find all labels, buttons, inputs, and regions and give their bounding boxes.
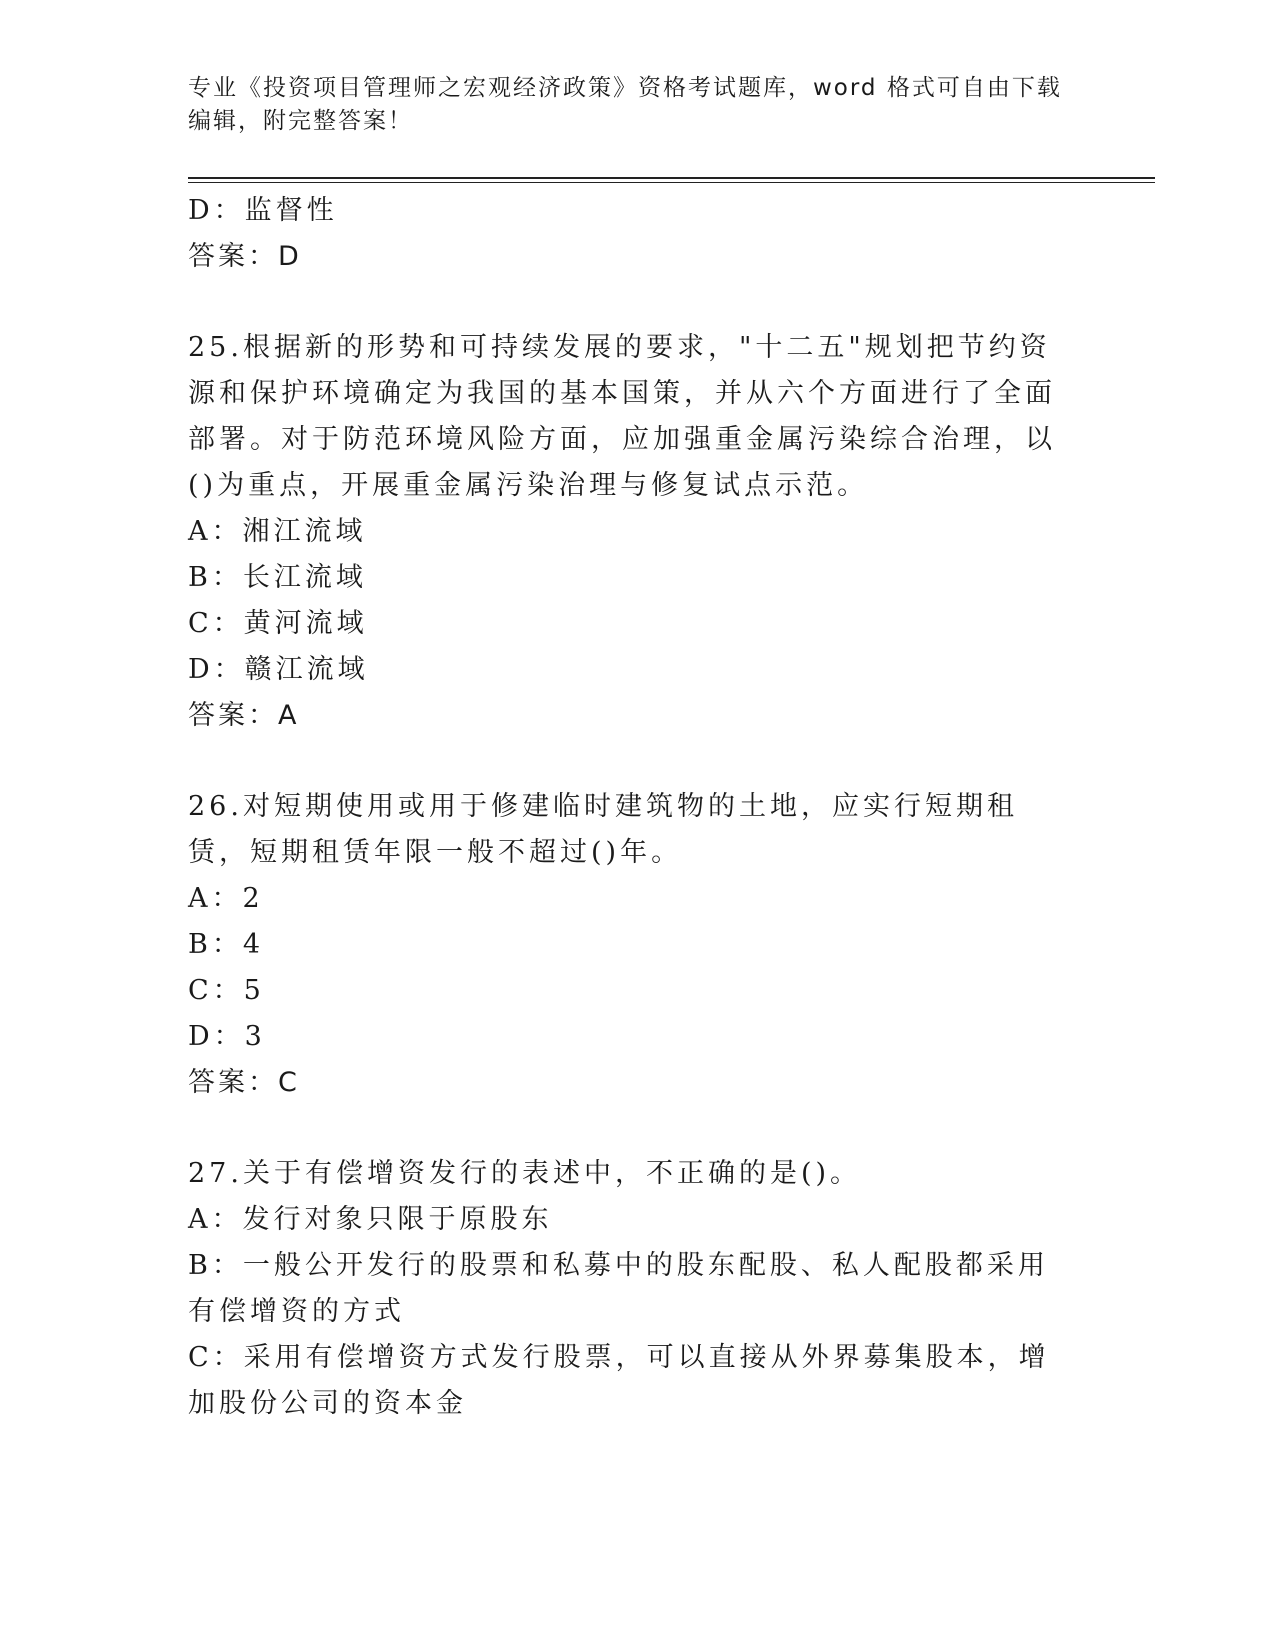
question-25-option-c: C：黄河流域	[188, 608, 368, 639]
question-27-option-b: B：一般公开发行的股票和私募中的股东配股、私人配股都采用有偿增资的方式	[188, 1250, 1049, 1327]
question-27-option-c: C：采用有偿增资方式发行股票，可以直接从外界募集股本，增加股份公司的资本金	[188, 1342, 1050, 1419]
header-rule-thin	[188, 182, 1155, 183]
question-25-option-b: B：长江流域	[188, 562, 367, 593]
question-25-option-a: A：湘江流域	[188, 516, 367, 547]
page-header: 专业《投资项目管理师之宏观经济政策》资格考试题库，word 格式可自由下载编辑，附完整答案！	[188, 75, 1062, 134]
question-content	[188, 188, 1088, 1427]
question-26-option-d: D：3	[188, 1021, 266, 1052]
spacer	[188, 739, 1088, 784]
question-26-answer: 答案：C	[188, 1067, 300, 1098]
question-26-option-c: C：5	[188, 975, 265, 1006]
question-27-option-a: A：发行对象只限于原股东	[188, 1204, 553, 1235]
question-25-option-d: D：赣江流域	[188, 654, 369, 685]
question-25-stem: 25.根据新的形势和可持续发展的要求，"十二五"规划把节约资源和保护环境确定为我国的基本国策，并从六个方面进行了全面部署。对于防范环境风险方面，应加强重金属污染综合治理，以()为重点，开展重金属污染治理与修复试点示范。	[188, 332, 1056, 501]
question-27-stem: 27.关于有偿增资发行的表述中，不正确的是()。	[188, 1158, 862, 1189]
question-25-answer: 答案：A	[188, 700, 300, 731]
prev-option-d: D：监督性	[188, 195, 338, 226]
header-rule-thick	[188, 177, 1155, 179]
spacer	[188, 280, 1088, 325]
question-26-stem: 26.对短期使用或用于修建临时建筑物的土地，应实行短期租赁，短期租赁年限一般不超过()年。	[188, 791, 1018, 868]
prev-answer: 答案：D	[188, 241, 302, 272]
spacer	[188, 1106, 1088, 1151]
question-26-option-a: A：2	[188, 883, 264, 914]
question-26-option-b: B：4	[188, 929, 265, 960]
